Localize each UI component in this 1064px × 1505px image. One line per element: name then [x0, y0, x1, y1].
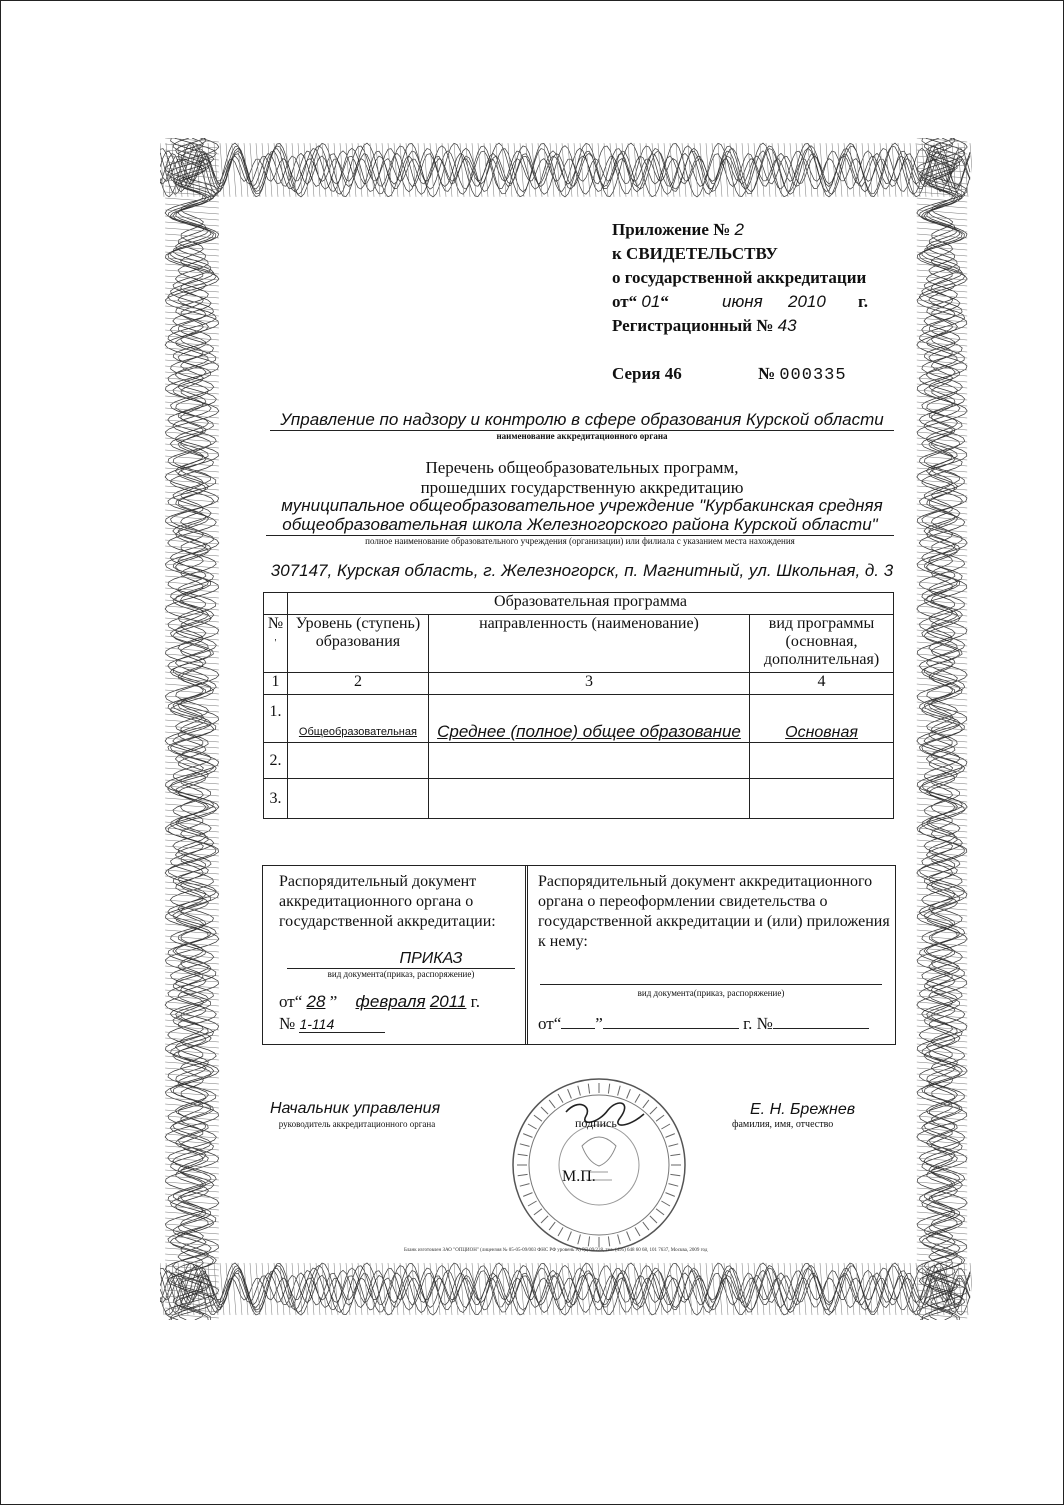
- order-doc-type: ПРИКАЗ: [287, 950, 515, 969]
- order-box-accreditation: [262, 865, 528, 1045]
- row-number: 1.: [264, 695, 288, 743]
- stamp-place: М.П.: [562, 1168, 596, 1185]
- table-row: [264, 779, 894, 819]
- row-level: [287, 743, 428, 779]
- order-reissue-doc-caption: вид документа(приказ, распоряжение): [637, 988, 785, 998]
- decorative-border-right: [912, 138, 972, 1320]
- row-type: [750, 779, 894, 819]
- authority-name: Управление по надзору и контролю в сфере образования Курской области: [270, 410, 894, 431]
- row-level: Общеобразовательная: [287, 695, 428, 743]
- order-reissue-doc-line: [540, 966, 882, 985]
- appendix-label: Приложение № 2: [612, 220, 744, 239]
- to-certificate: к СВИДЕТЕЛЬСТВУ: [612, 244, 778, 263]
- signature-caption: подпись: [575, 1116, 617, 1130]
- row-type: [750, 743, 894, 779]
- blank-number: № 000335: [758, 364, 847, 385]
- level-header: Уровень (ступень) образования: [287, 615, 428, 673]
- type-header: вид программы (основная, дополнительная): [750, 615, 894, 673]
- institution-line1: муниципальное общеобразовательное учреждение "Курбакинская средняя: [281, 496, 883, 515]
- row-level: [287, 779, 428, 819]
- table-row: [264, 695, 894, 743]
- head-name-caption: фамилия, имя, отчество: [732, 1119, 834, 1130]
- official-seal: [510, 1076, 688, 1254]
- print-note: Бланк изготовлен ЗАО "ОПЦИОН" (лицензия № 05-05-09/003 ФНС РФ уровень А) РД 09/228, тел. (495) 648 60 68, 101 7637, Москва, 2009 год: [404, 1248, 708, 1253]
- registration-number: Регистрационный № 43: [612, 316, 797, 335]
- index-cell: 1: [264, 673, 288, 695]
- series: Серия 46: [612, 364, 682, 383]
- decorative-border-left: [160, 138, 224, 1320]
- row-direction: Среднее (полное) общее образование: [428, 695, 749, 743]
- order-accreditation-title: Распорядительный документ аккредитационного органа о государственной аккредитации:: [279, 873, 496, 930]
- programs-table: [263, 592, 894, 819]
- row-direction: [428, 779, 749, 819]
- head-name: Е. Н. Брежнев: [750, 1101, 856, 1118]
- list-title-line2: прошедших государственную аккредитацию: [420, 478, 744, 497]
- program-group-header: Образовательная программа: [287, 593, 893, 615]
- direction-header: направленность (наименование): [428, 615, 749, 673]
- order-box-reissue: [525, 865, 896, 1045]
- order-date: от“ 28 ” февраля 2011 г.: [279, 992, 480, 1011]
- head-position: Начальник управления: [270, 1100, 441, 1117]
- authority-caption: наименование аккредитационного органа: [496, 431, 668, 441]
- row-type: Основная: [750, 695, 894, 743]
- index-cell: 2: [287, 673, 428, 695]
- decorative-border-bottom: [160, 1258, 972, 1320]
- index-cell: 3: [428, 673, 749, 695]
- index-cell: 4: [750, 673, 894, 695]
- order-number: № 1-114: [279, 1014, 385, 1034]
- head-position-caption: руководитель аккредитационного органа: [278, 1119, 436, 1129]
- row-direction: [428, 743, 749, 779]
- issue-date: от“ 01“ июня 2010 г.: [612, 292, 869, 311]
- accreditation-label: о государственной аккредитации: [612, 268, 867, 287]
- no-header: № ': [264, 615, 288, 673]
- order-reissue-date: от“ ” г. №: [538, 1014, 884, 1034]
- order-reissue-title: Распорядительный документ аккредитационного органа о переоформлении свидетельства о государственной аккредитации и (или) приложения к нему:: [538, 873, 890, 950]
- institution-caption: полное наименование образовательного учреждения (организации) или филиала с указанием места нахождения: [365, 536, 795, 546]
- index-row: [264, 673, 894, 695]
- institution-address: 307147, Курская область, г. Железногорск, п. Магнитный, ул. Школьная, д. 3: [270, 561, 894, 580]
- row-number: 2.: [264, 743, 288, 779]
- list-title-line1: Перечень общеобразовательных программ,: [425, 458, 739, 477]
- institution-line2: общеобразовательная школа Железногорского района Курской области": [266, 515, 894, 536]
- row-number: 3.: [264, 779, 288, 819]
- order-doc-type-caption: вид документа(приказ, распоряжение): [327, 969, 475, 979]
- no-header-top: [264, 593, 288, 615]
- decorative-border-top: [160, 138, 972, 202]
- table-row: [264, 743, 894, 779]
